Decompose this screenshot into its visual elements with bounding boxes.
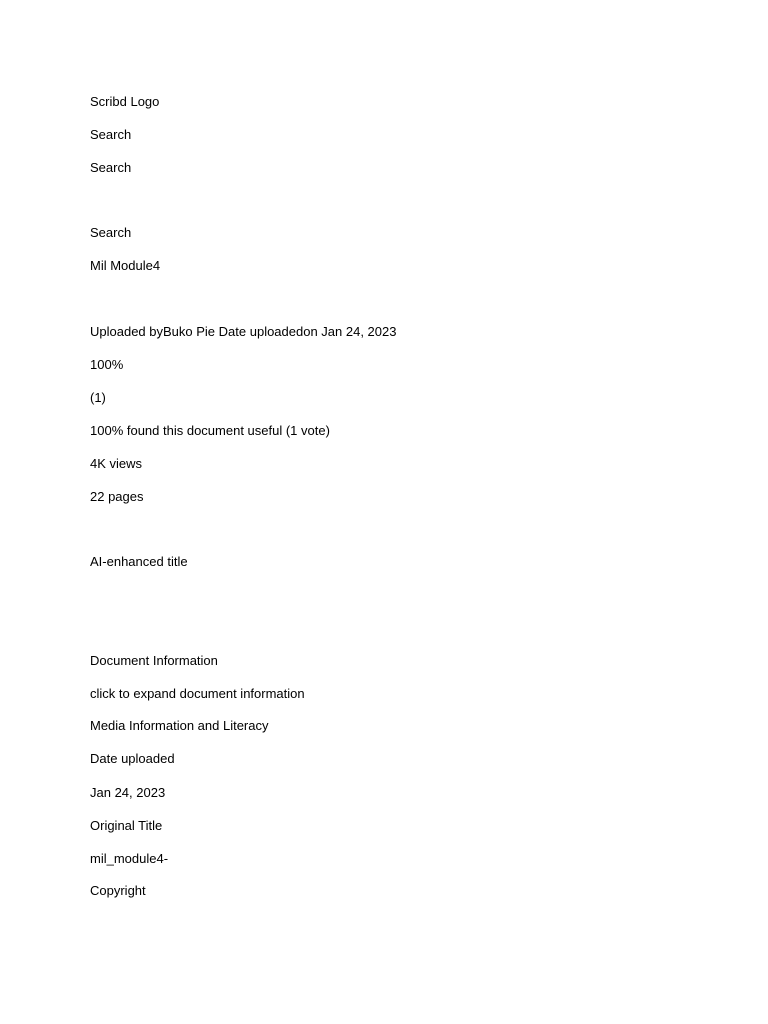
document-title: Mil Module4 xyxy=(90,258,161,273)
document-information-heading[interactable]: Document Information xyxy=(90,653,218,668)
useful-votes-text: 100% found this document useful (1 vote) xyxy=(90,423,330,438)
original-title-label: Original Title xyxy=(90,818,163,833)
search-submit-button[interactable]: Search xyxy=(90,225,132,240)
rating-count: (1) xyxy=(90,390,106,405)
ai-enhanced-title-label: AI-enhanced title xyxy=(90,554,188,569)
date-uploaded-label: Date uploaded xyxy=(215,324,304,339)
search-button[interactable]: Search xyxy=(90,127,132,142)
date-uploaded-value: on Jan 24, 2023 xyxy=(303,324,397,339)
expand-document-information-button[interactable]: click to expand document information xyxy=(90,686,305,701)
uploader-link[interactable]: Buko Pie xyxy=(163,324,216,339)
uploaded-by-label: Uploaded by xyxy=(90,324,163,339)
original-title-value: mil_module4- xyxy=(90,851,169,866)
rating-percent[interactable]: 100% xyxy=(90,357,124,372)
scribd-logo[interactable]: Scribd Logo xyxy=(90,94,160,109)
date-uploaded-value: Jan 24, 2023 xyxy=(90,785,166,800)
search-toggle[interactable]: Search xyxy=(90,160,132,175)
copyright-label: Copyright xyxy=(90,883,146,898)
page-count: 22 pages xyxy=(90,489,144,504)
document-description: Media Information and Literacy xyxy=(90,718,269,733)
date-uploaded-label: Date uploaded xyxy=(90,751,175,766)
view-count: 4K views xyxy=(90,456,143,471)
upload-info xyxy=(90,324,396,340)
